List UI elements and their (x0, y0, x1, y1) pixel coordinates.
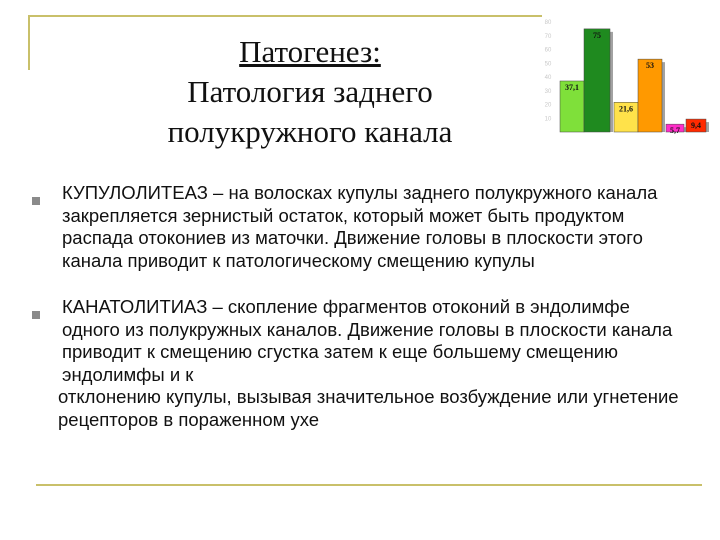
bullet-item-cupulolithiasis (30, 182, 690, 272)
slide-title (120, 32, 500, 152)
bullet-text: КУПУЛОЛИТЕАЗ – на волосках купулы заднего полукружного канала закрепляется зернистый остаток, который может быть продуктом распада отокониев из маточки. Движение головы в плоскости этого канала приводит к патологическому смещению купулы (62, 182, 658, 271)
y-tick-label: 40 (544, 75, 552, 81)
bar-value-label: 5,7 (670, 126, 680, 136)
y-tick-label: 70 (544, 33, 552, 40)
bar-value-label: 37,1 (565, 82, 579, 92)
y-tick-label: 50 (544, 61, 552, 68)
bar-shadow (706, 122, 709, 132)
frame-top-rule (28, 15, 542, 17)
bullet-square-icon (32, 311, 40, 319)
bar (584, 29, 610, 132)
y-tick-label: 60 (544, 47, 552, 54)
frame-left-rule (28, 15, 30, 70)
bar-shadow (662, 62, 665, 132)
title-line-3: полукружного канала (167, 114, 453, 149)
bar-value-label: 75 (593, 30, 601, 40)
frame-bottom-rule (36, 484, 702, 486)
y-tick-label: 20 (544, 102, 552, 109)
bar-chart (540, 16, 712, 138)
title-line-1: Патогенез: (239, 34, 381, 69)
bar-shadow (610, 32, 613, 132)
y-tick-label: 80 (544, 20, 552, 26)
bullet-text: КАНАТОЛИТИАЗ – скопление фрагментов отоконий в эндолимфе одного из полукружных каналов. Движение головы в плоскости канала приводит к смещению сгустка затем к еще большему смещению эндолимфы и к (62, 296, 673, 385)
bar-value-label: 21,6 (619, 104, 633, 114)
y-tick-label: 30 (544, 88, 552, 95)
title-line-2: Патология заднего (187, 74, 433, 109)
bar-value-label: 9,4 (691, 121, 701, 131)
bullet-item-canalithiasis (30, 296, 690, 431)
bullet-list (30, 182, 690, 455)
y-tick-label: 10 (544, 116, 552, 123)
bullet-text-continuation: отклонению купулы, вызывая значительное возбуждение или угнетение рецепторов в пораженном ухе (58, 386, 679, 430)
bullet-square-icon (32, 197, 40, 205)
bar-value-label: 53 (646, 61, 654, 71)
